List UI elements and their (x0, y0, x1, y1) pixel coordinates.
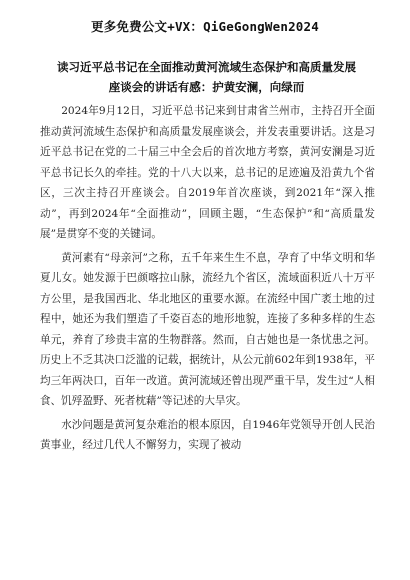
document-body (40, 101, 375, 459)
paragraph-1: 2024年9月12日，习近平总书记来到甘肃省兰州市，主持召开全面推动黄河流域生态保护和高质量发展座谈会，并发表重要讲话。这是习近平总书记在党的二十届三中全会后的首次地方考察，黄河安澜是习近平总书记长久的牵挂。党的十八大以来，总书记的足迹遍及沿黄九个省区，三次主持召开座谈会。自2019年首次座谈，到2021年“深入推动”，再到2024年“全面推动”，回顾主题，“生态保护”和“高质量发展”是贯穿不变的关键词。 (40, 105, 376, 240)
page-header: 更多免费公文+VX：QiGeGongWen2024 (91, 19, 319, 34)
document-title: 读习近平总书记在全面推动黄河流域生态保护和高质量发展座谈会的讲话有感：护黄安澜，向绿而 (57, 60, 356, 94)
paragraph-3: 水沙问题是黄河复杂难治的根本原因，自1946年党领导开创人民治黄事业，经过几代人不懈努力，实现了被动 (40, 418, 375, 451)
paragraph-2: 黄河素有“母亲河”之称，五千年来生生不息，孕育了中华文明和华夏儿女。她发源于巴颜喀拉山脉，流经九个省区，流域面积近八十万平方公里，是我国西北、华北地区的重要水源。在流经中国广袤土地的过程中，她还为我们塑造了千姿百态的地形地貌，连接了多种多样的生态单元，养育了珍贵丰富的生物群落。然而，自古她也是一条忧患之河。历史上不乏其决口泛滥的记载，据统计，从公元前602年到1938年，平均三年两决口，百年一改道。黄河流域还曾出现严重干旱，发生过“人相食、饥殍盈野、死者枕藉”等记述的大旱灾。 (40, 251, 375, 407)
